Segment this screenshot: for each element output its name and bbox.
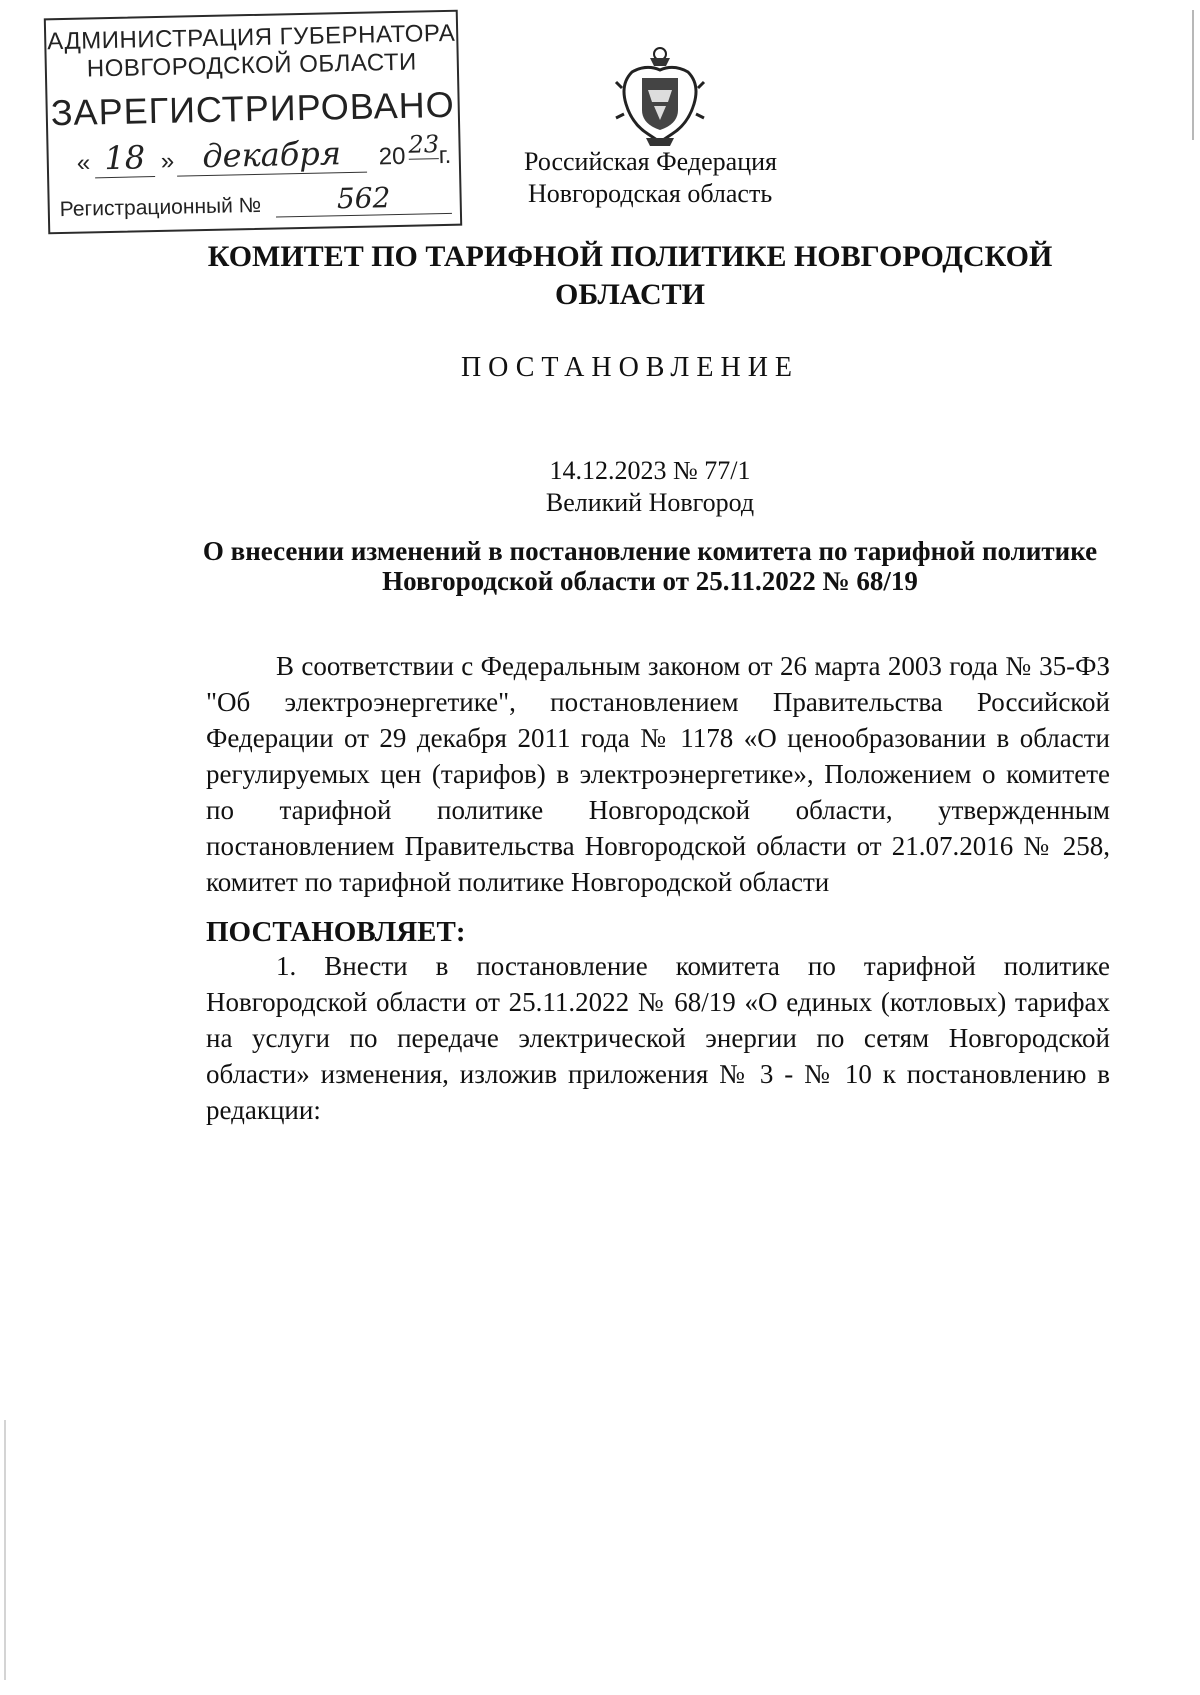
stamp-quote-close: » bbox=[160, 147, 175, 175]
scan-edge-right bbox=[1192, 10, 1194, 140]
country-name: Российская Федерация bbox=[524, 147, 777, 176]
committee-heading: КОМИТЕТ ПО ТАРИФНОЙ ПОЛИТИКЕ НОВГОРОДСКОЙ ОБЛАСТИ bbox=[207, 240, 1053, 311]
stamp-year-prefix: 20 bbox=[378, 142, 406, 171]
stamp-day: 18 bbox=[94, 138, 155, 178]
scan-edge-left bbox=[4, 1420, 6, 1680]
stamp-reg-number-line bbox=[59, 181, 451, 228]
stamp-date-line bbox=[76, 130, 452, 186]
preamble-block bbox=[206, 648, 1110, 900]
stamp-registered: ЗАРЕГИСТРИРОВАНО bbox=[50, 83, 456, 134]
stamp-month: декабря bbox=[176, 134, 367, 177]
item-1-block bbox=[206, 948, 1110, 1128]
stamp-year-end: г. bbox=[438, 141, 452, 170]
item-1-paragraph: 1. Внести в постановление комитета по тарифной политике Новгородской области от 25.11.2022 № 68/19 «О единых (котловых) тарифах на услуги по передаче электрической энергии по сетям Новгородской области» изменения, изложив приложения № 3 - № 10 к постановлению в редакции: bbox=[206, 951, 1110, 1125]
document-type: ПОСТАНОВЛЕНИЕ bbox=[460, 352, 800, 383]
stamp-reg-number: 562 bbox=[275, 180, 452, 218]
document-date-number: 14.12.2023 № 77/1 bbox=[549, 456, 751, 485]
stamp-quote-open: « bbox=[76, 149, 91, 177]
resolves-heading: ПОСТАНОВЛЯЕТ: bbox=[206, 916, 466, 948]
preamble-paragraph: В соответствии с Федеральным законом от 26 марта 2003 года № 35-ФЗ "Об электроэнергетике", постановлением Правительства Российской Федерации от 29 декабря 2011 года № 1178 «О ценообразовании в области регулируемых цен (тарифов) в электроэнергетике», Положением о комитете по тарифной политике Новгородской области, утвержденным постановлением Правительства Новгородской области от 21.07.2016 № 258, комитет по тарифной политике Новгородской области bbox=[206, 651, 1110, 897]
stamp-reg-label: Регистрационный № bbox=[59, 193, 262, 222]
registration-stamp bbox=[44, 10, 462, 235]
document-subject: О внесении изменений в постановление комитета по тарифной политике Новгородской области от 25.11.2022 № 68/19 bbox=[202, 536, 1098, 596]
stamp-line-administration: АДМИНИСТРАЦИЯ ГУБЕРНАТОРА bbox=[46, 19, 456, 56]
document-city: Великий Новгород bbox=[545, 488, 755, 517]
stamp-line-region: НОВГОРОДСКОЙ ОБЛАСТИ bbox=[86, 48, 418, 83]
stamp-year-hand: 23 bbox=[408, 130, 440, 159]
region-name: Новгородская область bbox=[528, 179, 773, 208]
coat-of-arms-icon bbox=[612, 44, 708, 148]
